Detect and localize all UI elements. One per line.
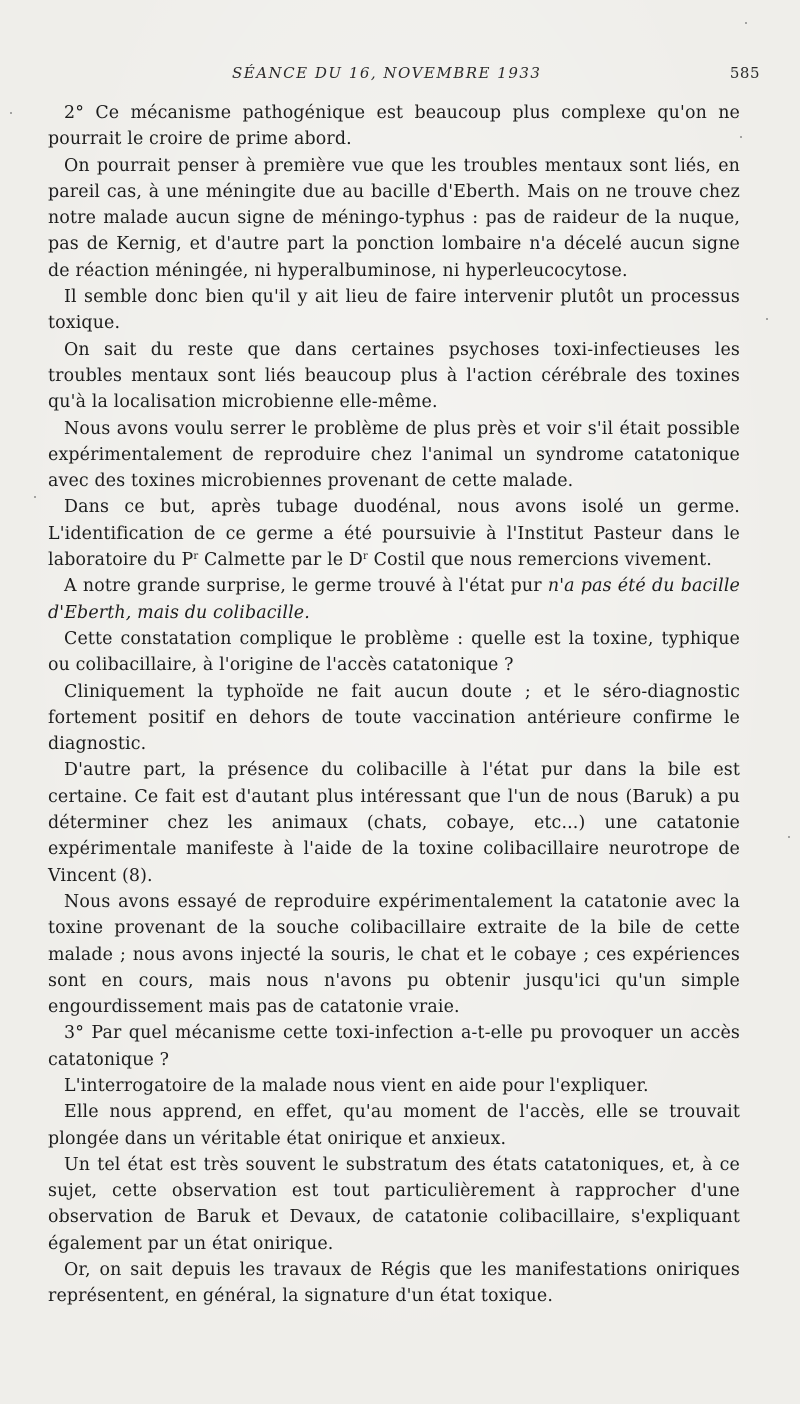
paragraph: On pourrait penser à première vue que les troubles mentaux sont liés, en pareil cas, à une méningite due au bacille d'Eberth. Mais on ne trouve chez notre malade aucun signe de méningo-typhus : pas de raideur de la nuque, pas de Kernig, et d'autre part la ponction lombaire n'a décelé aucun signe de réaction méningée, ni hyperalbuminose, ni hyperleucocytose.	[48, 155, 740, 281]
paragraph-text: A notre grande surprise, le germe trouvé à l'état pur	[64, 576, 548, 597]
paragraph-text: Dans ce but, après tubage duodénal, nous avons isolé un germe. L'identification de ce germe a été poursuivie à l'Institut Pasteur dans le laboratoire du P	[48, 497, 740, 571]
paragraph: Elle nous apprend, en effet, qu'au moment de l'accès, elle se trouvait plongée dans un véritable état onirique et anxieux.	[48, 1102, 740, 1149]
paragraph: 3° Par quel mécanisme cette toxi-infection a-t-elle pu provoquer un accès catatonique ?	[48, 1023, 740, 1070]
paragraph: Nous avons essayé de reproduire expérimentalement la catatonie avec la toxine provenant de la souche colibacillaire extraite de la bile de cette malade ; nous avons injecté la souris, le chat et le cobaye ; ces expériences sont en cours, mais nous n'avons pu obtenir jusqu'ici qu'un simple engourdissement mais pas de catatonie vraie.	[48, 891, 740, 1018]
paragraph: L'interrogatoire de la malade nous vient en aide pour l'expliquer.	[64, 1075, 649, 1096]
paragraph: On sait du reste que dans certaines psychoses toxi-infectieuses les troubles mentaux sont liés beaucoup plus à l'action cérébrale des toxines qu'à la localisation microbienne elle-même.	[48, 339, 740, 413]
paper-speck	[740, 136, 742, 138]
paper-speck	[788, 836, 790, 838]
paper-speck	[34, 496, 36, 498]
paragraph: 2° Ce mécanisme pathogénique est beaucoup plus complexe qu'on ne pourrait le croire de prime abord.	[48, 103, 740, 150]
paper-speck	[766, 318, 768, 320]
paragraph: Un tel état est très souvent le substratum des états catatoniques, et, à ce sujet, cette observation est tout particulièrement à rapprocher d'une observation de Baruk et Devaux, de catatonie colibacillaire, s'expliquant également par un état onirique.	[48, 1154, 740, 1254]
superscript: r	[363, 551, 368, 563]
paragraph: Cliniquement la typhoïde ne fait aucun doute ; et le séro-diagnostic fortement positif en dehors de toute vaccination antérieure confirme le diagnostic.	[48, 681, 740, 755]
paper-speck	[10, 112, 12, 114]
running-head	[48, 64, 768, 86]
paragraph-text: Calmette par le D	[198, 550, 363, 571]
italic-text: n'a pas été du bacille d'Eberth, mais du colibacille.	[48, 576, 740, 623]
paragraph: Nous avons voulu serrer le problème de plus près et voir s'il était possible expérimentalement de reproduire chez l'animal un syndrome catatonique avec des toxines microbiennes provenant de cette malade.	[48, 418, 740, 492]
paragraph	[48, 573, 740, 626]
paragraph: Il semble donc bien qu'il y ait lieu de faire intervenir plutôt un processus toxique.	[48, 287, 740, 334]
superscript: r	[193, 551, 199, 563]
paragraph	[48, 494, 740, 573]
paragraph: Cette constatation complique le problème : quelle est la toxine, typhique ou colibacillaire, à l'origine de l'accès catatonique ?	[48, 628, 740, 676]
paragraph: D'autre part, la présence du colibacille à l'état pur dans la bile est certaine. Ce fait est d'autant plus intéressant que l'un de nous (Baruk) a pu déterminer chez les animaux (chats, cobaye, etc...) une catatonie expérimentale manifeste à l'aide de la toxine colibacillaire neurotrope de Vincent (8).	[48, 760, 740, 886]
paragraph-text: Costil que nous remercions vivement.	[367, 550, 712, 571]
page-number: 585	[729, 64, 760, 82]
body-text	[48, 100, 740, 1310]
page-header-title: SÉANCE DU 16, NOVEMBRE 1933	[232, 64, 542, 82]
paragraph: Or, on sait depuis les travaux de Régis que les manifestations oniriques représentent, en général, la signature d'un état toxique.	[48, 1260, 740, 1307]
paper-speck	[745, 22, 747, 24]
